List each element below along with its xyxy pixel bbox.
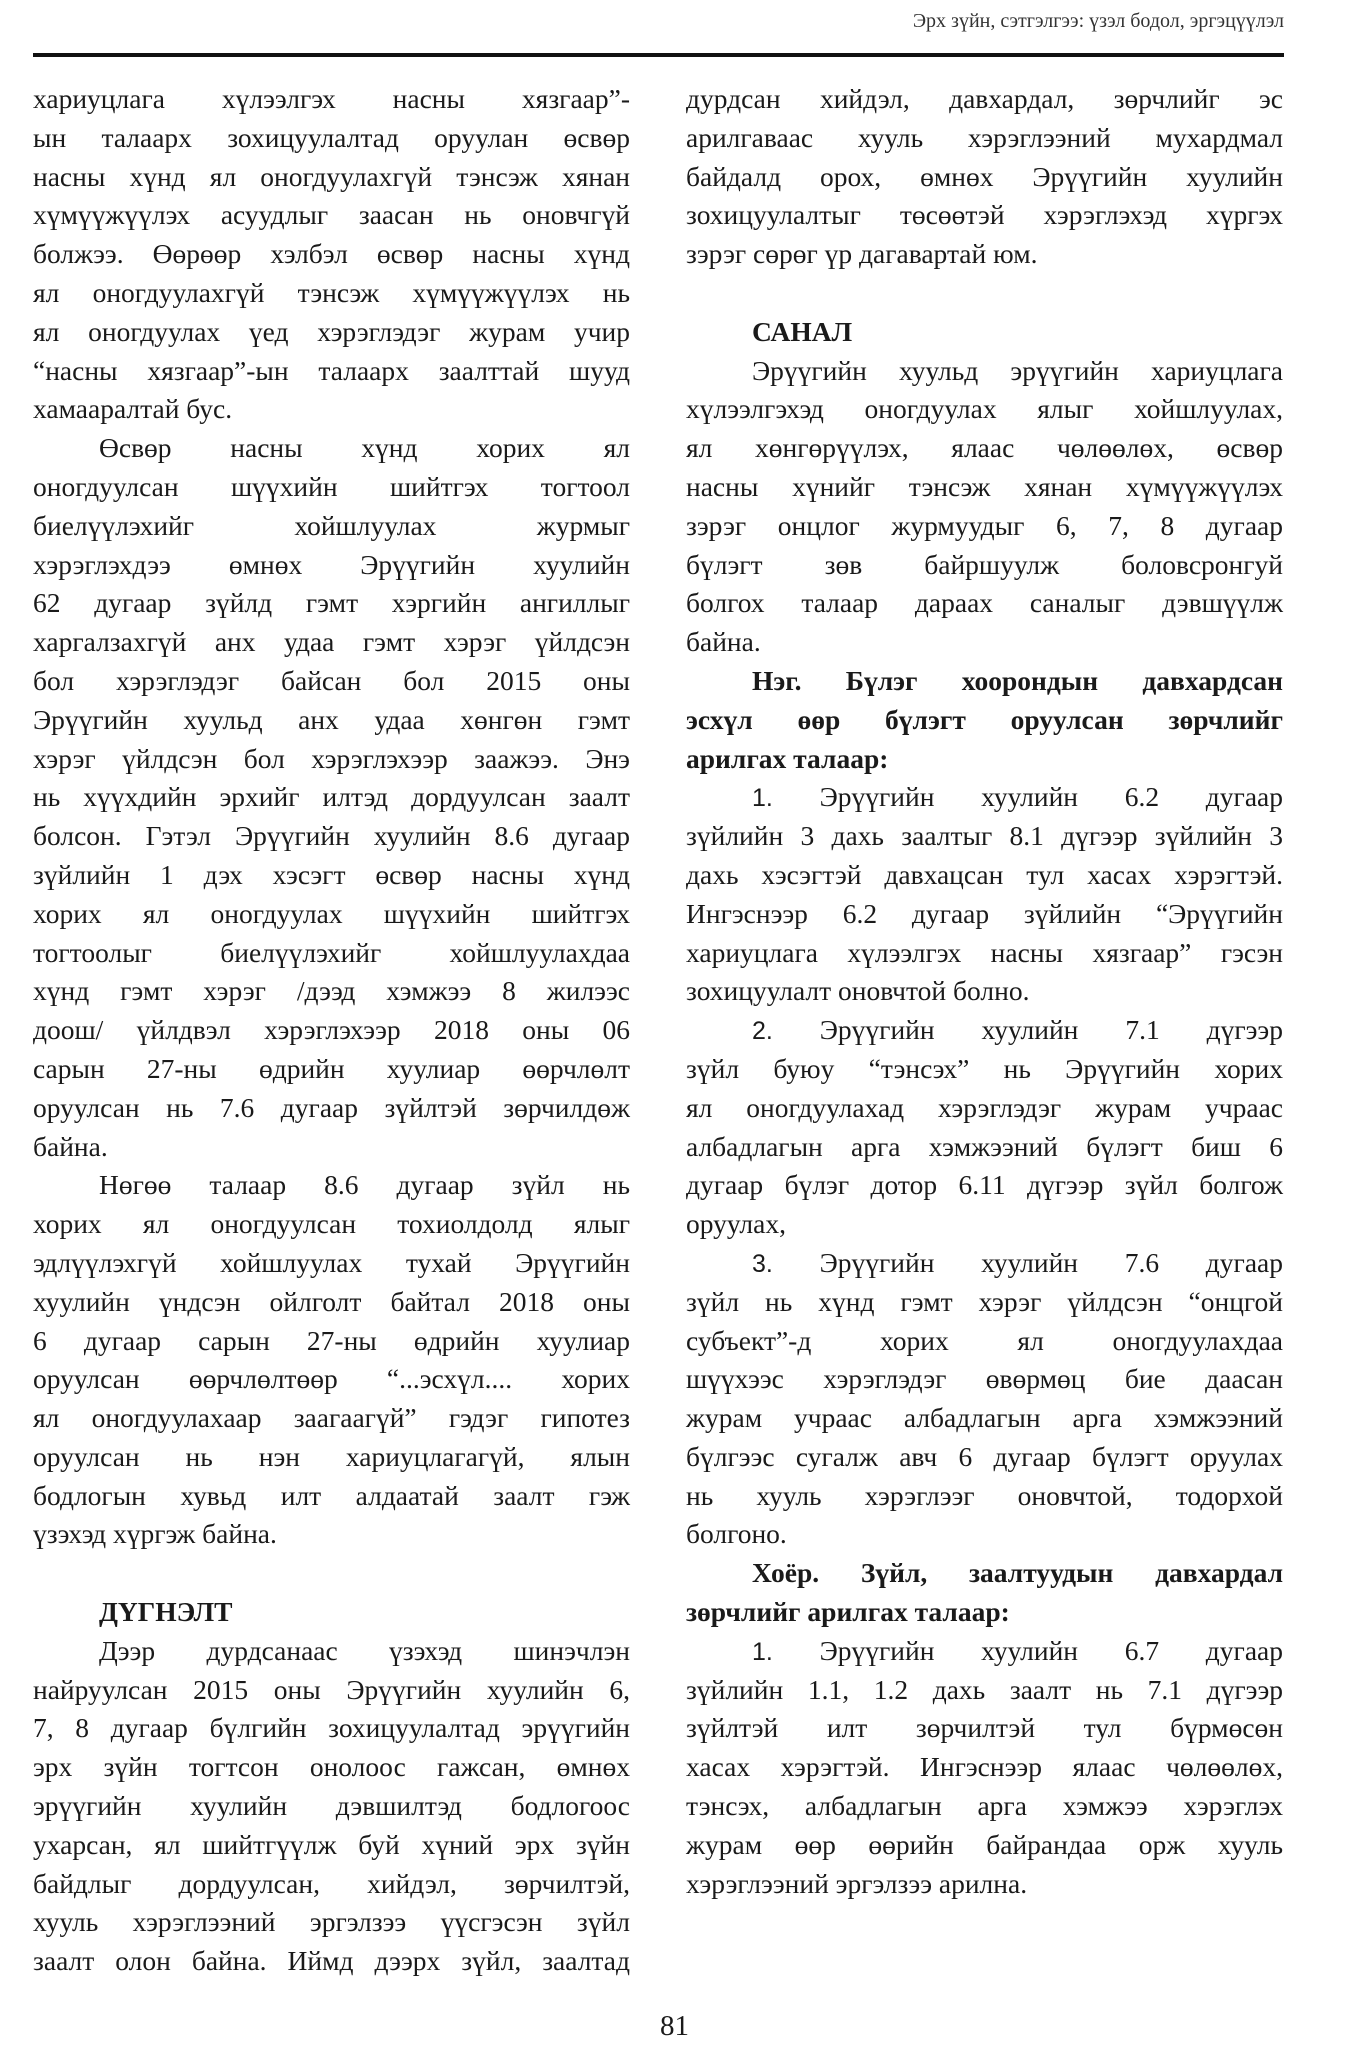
item-text: Эрүүгийн хуулийн 6.2 дугаар: [819, 781, 1283, 813]
text-line: нь хүүхдийн эрхийг илтэд дордуулсан заалт: [33, 781, 630, 813]
text-line: оногдуулсан шүүхийн шийтгэх тогтоол: [33, 470, 630, 502]
text-line: оруулсан нь 7.6 дугаар зүйлтэй зөрчилдөж: [33, 1091, 630, 1123]
text-line: [686, 1244, 1283, 1283]
text-line: болгоно.: [686, 1518, 787, 1550]
text-line: дугаар бүлэг дотор 6.11 дүгээр зүйл болгож: [686, 1169, 1283, 1201]
text-line: журам учраас албадлагын арга хэмжээний: [686, 1402, 1283, 1434]
item-text: Эрүүгийн хуулийн 7.1 дүгээр: [819, 1014, 1283, 1046]
text-line: насны хүнд ял оногдуулахгүй тэнсэж хянан: [33, 160, 630, 192]
text-line: болсон. Гэтэл Эрүүгийн хуулийн 8.6 дугаар: [33, 820, 630, 852]
text-line: Хоёр. Зүйл, заалтуудын давхардал: [752, 1557, 1283, 1589]
paragraph: [33, 1632, 630, 1981]
text-line: ял хөнгөрүүлэх, ялаас чөлөөлөх, өсвөр: [686, 432, 1283, 464]
text-line: 62 дугаар зүйлд гэмт хэргийн ангиллыг: [33, 587, 630, 619]
text-line: зүйлийн 3 дахь заалтыг 8.1 дүгээр зүйлийн 3: [686, 820, 1283, 852]
text-line: зохицуулалт оновчтой болно.: [686, 975, 1030, 1007]
text-line: 7, 8 дугаар бүлгийн зохицуулалтад эрүүгийн: [33, 1712, 630, 1744]
text-line: “насны хязгаар”-ын талаарх заалттай шууд: [33, 354, 630, 386]
text-line: хууль хэрэглээний эргэлзээ үүсгэсэн зүйл: [33, 1906, 630, 1938]
text-line: хэрэг үйлдсэн бол хэрэглэхээр заажээ. Энэ: [33, 742, 630, 774]
item-number: 1.: [752, 1637, 773, 1666]
text-line: [686, 1011, 1283, 1050]
text-line: харгалзахгүй анх удаа гэмт хэрэг үйлдсэн: [33, 626, 630, 658]
text-line: дурдсан хийдэл, давхардал, зөрчлийг эс: [686, 83, 1283, 114]
text-line: Нэг. Бүлэг хоорондын давхардсан: [752, 664, 1283, 696]
text-line: зэрэг онцлог журмуудыг 6, 7, 8 дугаар: [686, 509, 1283, 541]
text-line: хэрэглэхдээ өмнөх Эрүүгийн хуулийн: [33, 548, 630, 580]
text-line: байдалд орох, өмнөх Эрүүгийн хуулийн: [686, 160, 1283, 192]
numbered-item: [686, 1011, 1283, 1244]
text-line: Эрүүгийн хуульд эрүүгийн хариуцлага: [752, 354, 1283, 386]
text-line: зүйлтэй илт зөрчилтэй тул бүрмөсөн: [686, 1712, 1283, 1744]
text-line: биелүүлэхийг хойшлуулах журмыг: [33, 509, 630, 541]
text-line: ял оногдуулах үед хэрэглэдэг журам учир: [33, 315, 630, 347]
text-line: хорих ял оногдуулах шүүхийн шийтгэх: [33, 897, 630, 929]
header-rule: [33, 53, 1284, 57]
text-line: [686, 1632, 1283, 1671]
item-text: Эрүүгийн хуулийн 6.7 дугаар: [819, 1634, 1283, 1666]
page-number: 81: [660, 2010, 689, 2042]
text-line: оруулах,: [686, 1208, 786, 1240]
subheading-paragraph: [686, 662, 1283, 778]
text-line: хүлээлгэхэд оногдуулах ялыг хойшлуулах,: [686, 393, 1283, 425]
text-line: Өсвөр насны хүнд хорих ял: [99, 432, 630, 464]
text-line: зүйлийн 1.1, 1.2 дахь заалт нь 7.1 дүгээр: [686, 1673, 1283, 1705]
paragraph: [686, 352, 1283, 662]
text-line: ын талаарх зохицуулалтад оруулан өсвөр: [33, 121, 630, 153]
text-line: оруулсан өөрчлөлтөөр “...эсхүл.... хорих: [33, 1363, 630, 1395]
right-column: [686, 80, 1283, 1903]
text-line: сарын 27-ны өдрийн хуулиар өөрчлөлт: [33, 1052, 630, 1084]
text-line: нь хууль хэрэглээг оновчтой, тодорхой: [686, 1479, 1283, 1511]
text-line: ял оногдуулахаар заагаагүй” гэдэг гипотез: [33, 1402, 630, 1434]
text-line: [686, 778, 1283, 817]
section-heading: САНАЛ: [752, 315, 853, 347]
text-line: хуулийн үндсэн ойлголт байтал 2018 оны: [33, 1285, 630, 1317]
text-line: бүлэгт зөв байршуулж боловсронгуй: [686, 548, 1283, 580]
item-number: 2.: [752, 1017, 773, 1046]
text-line: байна.: [33, 1130, 108, 1162]
item-number: 3.: [752, 1249, 773, 1278]
text-line: зөрчлийг арилгах талаар:: [686, 1596, 1010, 1628]
section-heading: ДҮГНЭЛТ: [99, 1596, 233, 1628]
text-line: болгох талаар дараах саналыг дэвшүүлж: [686, 587, 1283, 619]
text-line: хүмүүжүүлэх асуудлыг заасан нь оновчгүй: [33, 199, 630, 231]
text-line: тэнсэх, албадлагын арга хэмжээ хэрэглэх: [686, 1790, 1283, 1822]
text-line: хариуцлага хүлээлгэх насны хязгаар”-: [33, 83, 630, 114]
text-line: хариуцлага хүлээлгэх насны хязгаар” гэсэн: [686, 936, 1283, 968]
text-line: хэрэглээний эргэлзээ арилна.: [686, 1867, 1028, 1899]
text-line: хасах хэрэгтэй. Ингэснээр ялаас чөлөөлөх,: [686, 1751, 1283, 1783]
text-line: Дээр дурдсанаас үзэхэд шинэчлэн: [99, 1634, 630, 1666]
text-line: арилгаваас хууль хэрэглээний мухардмал: [686, 121, 1283, 153]
text-line: доош/ үйлдвэл хэрэглэхээр 2018 оны 06: [33, 1014, 630, 1046]
blank-line: [686, 274, 1283, 313]
text-line: ял оногдуулахгүй тэнсэж хүмүүжүүлэх нь: [33, 276, 630, 308]
left-column: [33, 80, 630, 1981]
text-line: ял оногдуулахад хэрэглэдэг журам учраас: [686, 1091, 1283, 1123]
text-line: заалт олон байна. Иймд дээрх зүйл, заалтад: [33, 1945, 630, 1977]
text-line: зэрэг сөрөг үр дагавартай юм.: [686, 238, 1038, 270]
text-line: Ингэснээр 6.2 дугаар зүйлийн “Эрүүгийн: [686, 897, 1283, 929]
text-line: эсхүл өөр бүлэгт оруулсан зөрчлийг: [686, 703, 1283, 735]
numbered-item: [686, 778, 1283, 1011]
item-number: 1.: [752, 784, 773, 813]
paragraph: [33, 1166, 630, 1554]
text-line: субъект”-д хорих ял оногдуулахдаа: [686, 1324, 1283, 1356]
text-line: тогтоолыг биелүүлэхийг хойшлуулахдаа: [33, 936, 630, 968]
numbered-item: [686, 1632, 1283, 1904]
paragraph: [33, 80, 630, 429]
text-line: арилгах талаар:: [686, 742, 889, 774]
text-line: зүйлийн 1 дэх хэсэгт өсвөр насны хүнд: [33, 858, 630, 890]
text-line: зохицуулалтыг төсөөтэй хэрэглэхэд хүргэх: [686, 199, 1283, 231]
text-line: хамааралтай бус.: [33, 393, 233, 425]
numbered-item: [686, 1244, 1283, 1554]
text-line: дахь хэсэгтэй давхацсан тул хасах хэрэгтэй.: [686, 858, 1283, 890]
text-line: Нөгөө талаар 8.6 дугаар зүйл нь: [99, 1169, 630, 1201]
text-line: зүйл нь хүнд гэмт хэрэг үйлдсэн “онцгой: [686, 1285, 1283, 1317]
text-line: бол хэрэглэдэг байсан бол 2015 оны: [33, 664, 630, 696]
text-line: эрүүгийн хуулийн дэвшилтэд бодлогоос: [33, 1790, 630, 1822]
text-line: Эрүүгийн хуульд анх удаа хөнгөн гэмт: [33, 703, 630, 735]
text-line: эдлүүлэхгүй хойшлуулах тухай Эрүүгийн: [33, 1246, 630, 1278]
text-line: ухарсан, ял шийтгүүлж буй хүний эрх зүйн: [33, 1828, 630, 1860]
text-line: оруулсан нь нэн хариуцлагагүй, ялын: [33, 1440, 630, 1472]
text-line: эрх зүйн тогтсон онолоос гажсан, өмнөх: [33, 1751, 630, 1783]
text-line: хүнд гэмт хэрэг /дээд хэмжээ 8 жилээс: [33, 975, 630, 1007]
text-line: үзэхэд хүргэж байна.: [33, 1518, 277, 1550]
text-line: зүйл буюу “тэнсэх” нь Эрүүгийн хорих: [686, 1052, 1283, 1084]
blank-line: [33, 1554, 630, 1593]
subheading-paragraph: [686, 1554, 1283, 1632]
text-line: хорих ял оногдуулсан тохиолдолд ялыг: [33, 1208, 630, 1240]
text-line: албадлагын арга хэмжээний бүлэгт биш 6: [686, 1130, 1283, 1162]
running-header-title: Эрх зүйн, сэтгэлгээ: үзэл бодол, эргэцүүлэл: [912, 10, 1284, 32]
text-line: шүүхээс хэрэглэдэг өвөрмөц бие даасан: [686, 1363, 1283, 1395]
text-line: 6 дугаар сарын 27-ны өдрийн хуулиар: [33, 1324, 630, 1356]
text-line: бүлгээс сугалж авч 6 дугаар бүлэгт оруулах: [686, 1440, 1283, 1472]
text-line: журам өөр өөрийн байрандаа орж хууль: [686, 1828, 1283, 1860]
text-line: байдлыг дордуулсан, хийдэл, зөрчилтэй,: [33, 1867, 630, 1899]
paragraph: [686, 80, 1283, 274]
item-text: Эрүүгийн хуулийн 7.6 дугаар: [819, 1246, 1283, 1278]
text-line: бодлогын хувьд илт алдаатай заалт гэж: [33, 1479, 630, 1511]
text-line: болжээ. Өөрөөр хэлбэл өсвөр насны хүнд: [33, 238, 630, 270]
text-line: байна.: [686, 626, 761, 658]
text-line: найруулсан 2015 оны Эрүүгийн хуулийн 6,: [33, 1673, 630, 1705]
text-line: насны хүнийг тэнсэж хянан хүмүүжүүлэх: [686, 470, 1283, 502]
paragraph: [33, 429, 630, 1166]
